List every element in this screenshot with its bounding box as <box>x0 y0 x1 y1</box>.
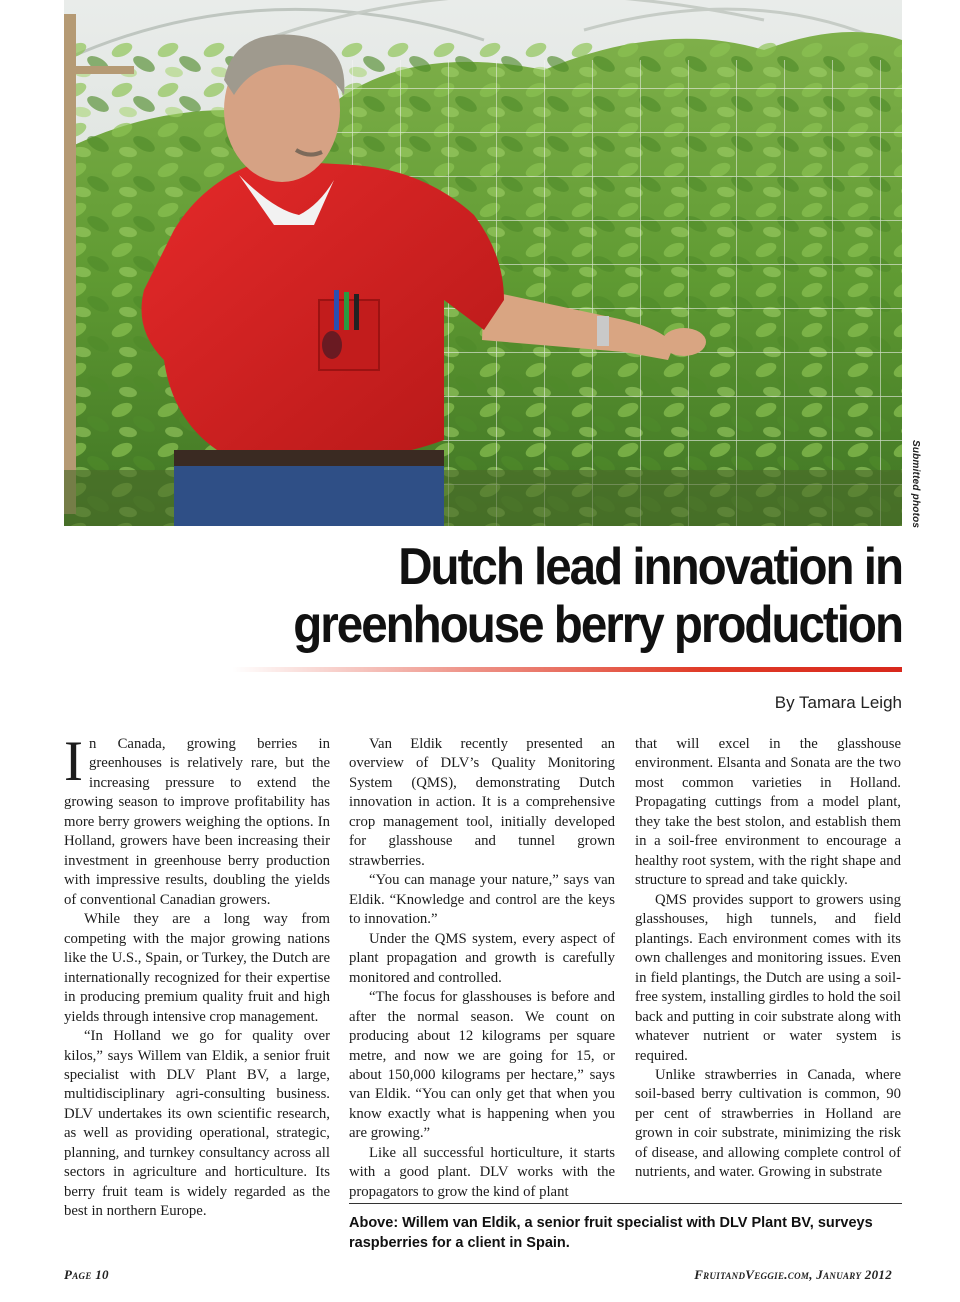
headline-line-1: Dutch lead innovation in <box>398 538 902 596</box>
paragraph: Like all successful horticulture, it starts with a good plant. DLV works with the propagators to grow the kind of plant <box>349 1144 615 1200</box>
paragraph: Unlike strawberries in Canada, where soil-based berry cultivation is common, 90 per cent of strawberries in Holland are grown in coir substrate, minimizing the risk of disease, and allowing complete control of nutrients, and water. Growing in substrate <box>635 1066 901 1181</box>
article-photo <box>64 0 902 526</box>
photo-illustration <box>64 0 902 526</box>
article-column-2 <box>349 735 615 1202</box>
article-column-3 <box>635 735 901 1183</box>
photo-caption: Above: Willem van Eldik, a senior fruit specialist with DLV Plant BV, surveys raspberries for a client in Spain. <box>349 1203 902 1253</box>
headline-line-2: greenhouse berry production <box>293 596 902 654</box>
byline: By Tamara Leigh <box>774 693 902 712</box>
paragraph: Under the QMS system, every aspect of plant propagation and growth is carefully monitored and controlled. <box>349 930 615 986</box>
headline-divider <box>232 667 902 672</box>
publication-info: FruitandVeggie.com, January 2012 <box>694 1267 892 1282</box>
paragraph: “You can manage your nature,” says van Eldik. “Knowledge and control are the keys to innovation.” <box>349 872 615 928</box>
paragraph: QMS provides support to growers using glasshouses, high tunnels, and field plantings. Each environment comes with its own challenges and monitoring issues. Even in field plantings, the Dutch are using a soil-free system, installing girdles to hold the soil back and putting in coir substrate along with whatever nutrient or water system is required. <box>635 891 901 1064</box>
paragraph: that will excel in the glasshouse environment. Elsanta and Sonata are the two most common varieties in Holland. Propagating cuttings from a model plant, they take the best stolon, and establish them in a soil-free environment to encourage a healthy root system, with the right shape and structure to spread and take quickly. <box>635 736 901 889</box>
drop-cap: I <box>64 730 83 793</box>
paragraph: While they are a long way from competing with the major growing nations like the U.S., Spain, or Turkey, the Dutch are internationally recognized for their expertise in producing premium quality fruit and high yields through intensive crop management. <box>64 911 330 1025</box>
page-number: Page 10 <box>64 1267 109 1282</box>
paragraph-intro-text: n Canada, growing berries in greenhouses is relatively rare, but the increasing pressure to extend the growing season to improve profitability has more berry growers weighing the options. In Holland, growers have been increasing their investment in greenhouse berry production with impressive results, doubling the yields of conventional Canadian growers. <box>64 736 330 908</box>
paragraph: “In Holland we go for quality over kilos,” says Willem van Eldik, a senior fruit specialist with DLV Plant BV, a large, multidisciplinary agri-consulting business. DLV undertakes its own scientific research, as well as providing operational, strategic, planning, and turnkey consultancy across all sectors in agriculture and horticulture. Its berry fruit team is widely regarded as the best in northern Europe. <box>64 1028 330 1220</box>
paragraph-intro <box>64 730 330 910</box>
article-headline <box>202 538 902 654</box>
photo-credit: Submitted photos <box>910 440 921 529</box>
paragraph: “The focus for glasshouses is before and after the normal season. We count on producing about 12 kilograms per square metre, and now we are going for 15, or about 150,000 kilograms per hectare,” says van Eldik. “You can only get that when you know exactly what is happening when you are growing.” <box>349 989 615 1142</box>
paragraph: Van Eldik recently presented an overview of DLV’s Quality Monitoring System (QMS), demonstrating Dutch innovation in action. It is a comprehensive crop management tool, initially developed for glasshouse and tunnel grown strawberries. <box>349 736 615 869</box>
article-column-1 <box>64 730 330 1222</box>
